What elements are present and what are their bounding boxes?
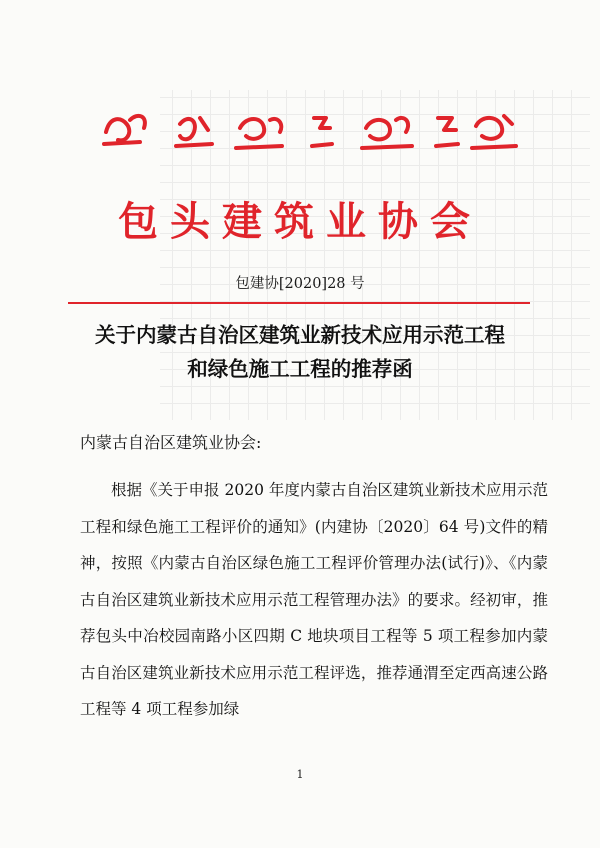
red-header-rule — [68, 302, 530, 304]
document-number: 包建协[2020]28 号 — [235, 276, 365, 292]
letter-body: 根据《关于申报 2020 年度内蒙古自治区建筑业新技术应用示范工程和绿色施工工程评价的通知》(内建协〔2020〕64 号)文件的精神，按照《内蒙古自治区绿色施工工程评价管理办法(试行)》、《内蒙古自治区建筑业新技术应用示范工程管理办法》的要求。经初审，推荐包头中冶校园南路小区四期 C 地块项目工程等 5 项工程参加内蒙古自治区建筑业新技术应用示范工程评选，推荐通渭至定西高速公路工程等 4 项工程参加绿 — [80, 481, 548, 718]
letter-title-line-2: 和绿色施工工程的推荐函 — [187, 357, 413, 381]
letter-title-line-1: 关于内蒙古自治区建筑业新技术应用示范工程 — [95, 323, 505, 347]
letter-title — [40, 318, 560, 386]
issuing-organization-name: 包头建筑业协会 — [118, 198, 482, 245]
mongolian-script-logo — [100, 102, 520, 160]
salutation: 内蒙古自治区建筑业协会: — [80, 433, 262, 452]
page-number: 1 — [296, 768, 304, 781]
